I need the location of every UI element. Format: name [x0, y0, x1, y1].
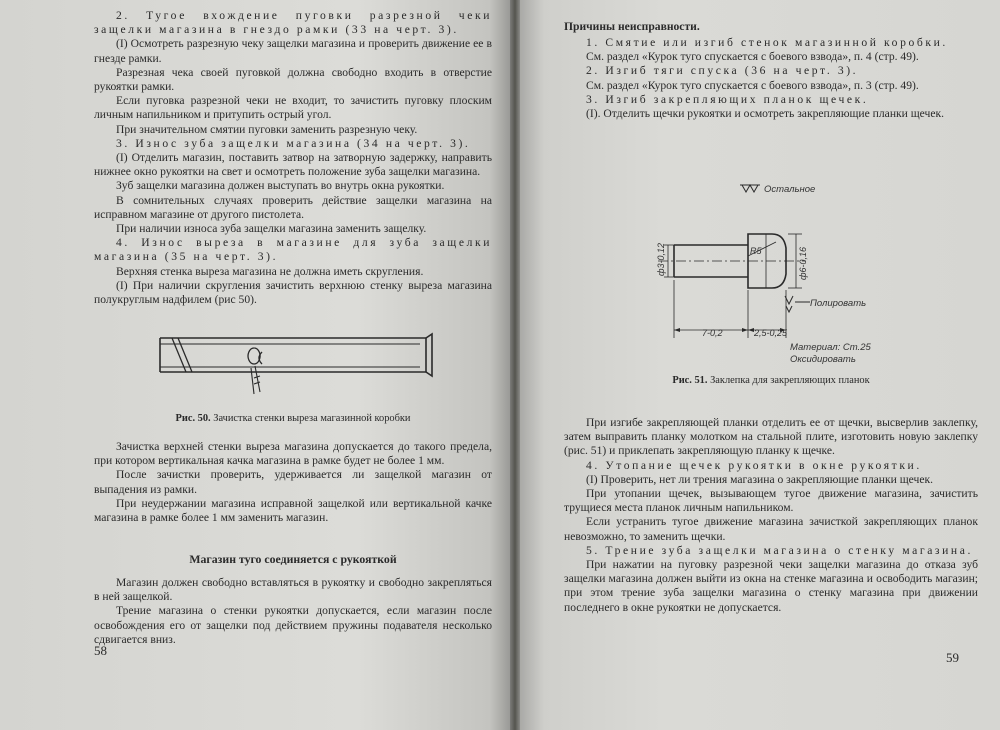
paragraph: При неудержании магазина исправной защелкой или вертикальной качке магазина в рамке более 1 мм заменить магазин.	[94, 496, 492, 525]
paragraph: Если устранить тугое движение магазина зачисткой закрепляющих планок невозможно, то заменить щечки.	[564, 515, 978, 543]
figure-50-caption	[94, 412, 492, 426]
paragraph: 2. Тугое вхождение пуговки разрезной чеки защелки магазина в гнездо рамки (33 на черт. 3).	[94, 9, 492, 37]
dim-head-label: 2,5-0,25	[754, 328, 788, 338]
section-heading: Магазин туго соединяется с рукояткой	[189, 552, 397, 566]
figure-50-caption-label: Рис. 50.	[175, 413, 211, 424]
paragraph: (I) Отделить магазин, поставить затвор на затворную задержку, направить нижнее окно рукоятки на свет и осмотреть положение зуба защелки магазина.	[94, 151, 492, 179]
dia-left-label: ф3-0,12	[656, 242, 666, 276]
paragraph: Верхняя стенка выреза магазина не должна иметь скругления.	[116, 264, 424, 278]
paragraph: После зачистки проверить, удерживается ли защелкой магазин от выпадения из рамки.	[94, 468, 492, 496]
paragraph: 2. Изгиб тяги спуска (36 на черт. 3).	[586, 64, 859, 78]
figure-51-drawing	[630, 178, 930, 368]
paragraph: При нажатии на пуговку разрезной чеки защелки магазина до отказа зуб защелки магазина должен выйти из окна на стенке магазина и освободить магазин; при этом трение зуба защелки магазина о стенку магазина при движении последнего в окне рукоятки не допускается.	[564, 558, 978, 614]
paragraph: (I) Проверить, нет ли трения магазина о закрепляющие планки щечек.	[586, 472, 934, 486]
paragraph: Разрезная чека своей пуговкой должна свободно входить в отверстие рукоятки рамки.	[94, 65, 492, 94]
dia-right-label: ф6-0,16	[798, 246, 808, 280]
paragraph: Зачистка верхней стенки выреза магазина допускается до такого предела, при котором вертикальная качка магазина в рамке будет не более 1 мм.	[94, 440, 492, 468]
material-label: Материал: Ст.25	[790, 342, 871, 353]
paragraph: Зуб защелки магазина должен выступать во внутрь окна рукоятки.	[116, 179, 445, 193]
paragraph: При наличии износа зуба защелки магазина заменить защелку.	[116, 222, 427, 236]
paragraph: 3. Износ зуба защелки магазина (34 на черт. 3).	[116, 136, 471, 150]
paragraph: При изгибе закрепляющей планки отделить ее от щечки, высверлив заклепку, затем выправить планку молотком на стальной плите, изготовить новую заклепку (рис. 51) и приклепать закрепляющую планку к щечке.	[564, 416, 978, 458]
paragraph: Трение магазина о стенки рукоятки допускается, если магазин после освобождения его от защелки под действием пружины подавателя несколько сдвигается вниз.	[94, 604, 492, 646]
section-heading-wrap	[94, 552, 492, 566]
paragraph: 3. Изгиб закрепляющих планок щечек.	[586, 92, 869, 106]
figure-50-caption-text: Зачистка стенки выреза магазинной коробки	[213, 413, 411, 424]
paragraph: См. раздел «Курок туго спускается с боевого взвода», п. 3 (стр. 49).	[586, 78, 919, 92]
paragraph: (I) При наличии скругления зачистить верхнюю стенку выреза магазина полукруглым надфилем (рис 50).	[94, 278, 492, 307]
paragraph: См. раздел «Курок туго спускается с боевого взвода», п. 4 (стр. 49).	[586, 50, 919, 64]
paragraph: (I). Отделить щечки рукоятки и осмотреть закрепляющие планки щечек.	[586, 107, 945, 121]
polish-label: Полировать	[810, 298, 867, 309]
paragraph: В сомнительных случаях проверить действие защелки магазина на исправном магазине от другого пистолета.	[94, 193, 492, 221]
figure-51-caption-label: Рис. 51.	[672, 375, 708, 386]
oxidize-label: Оксидировать	[790, 354, 856, 365]
left-bottom-text	[94, 576, 492, 647]
paragraph: 4. Износ выреза в магазине для зуба защелки магазина (35 на черт. 3).	[94, 236, 492, 264]
left-mid-text	[94, 440, 492, 525]
paragraph: (I) Осмотреть разрезную чеку защелки магазина и проверить движение ее в гнезде рамки.	[94, 37, 492, 65]
right-heading: Причины неисправности.	[564, 20, 700, 33]
paragraph: При утопании щечек, вызывающем тугое движение магазина, зачистить трущиеся места планок личным напильником.	[564, 487, 978, 515]
right-bottom-text	[564, 416, 978, 615]
paragraph: 5. Трение зуба защелки магазина о стенку магазина.	[586, 543, 973, 557]
radius-label: R5	[750, 246, 762, 256]
figure-51-caption-text: Заклепка для закрепляющих планок	[710, 375, 870, 386]
figure-50-drawing	[150, 322, 440, 400]
finish-mark-label: Остальное	[764, 184, 816, 195]
paragraph: Магазин должен свободно вставляться в рукоятку и свободно закрепляться в ней защелкой.	[94, 576, 492, 604]
paragraph: 4. Утопание щечек рукоятки в окне рукоятки.	[586, 458, 922, 472]
right-heading-wrap	[564, 20, 978, 34]
dim-length-label: 7-0,2	[702, 328, 723, 338]
page-number-left: 58	[94, 643, 107, 658]
page-number-right: 59	[946, 650, 959, 665]
figure-51-caption	[564, 374, 978, 388]
right-page	[520, 0, 1000, 730]
book-gutter	[510, 0, 520, 730]
left-top-text	[94, 9, 492, 307]
right-top-text	[564, 36, 978, 121]
paragraph: Если пуговка разрезной чеки не входит, то зачистить пуговку плоским личным напильником и притупить острый угол.	[94, 94, 492, 122]
paragraph: 1. Смятие или изгиб стенок магазинной коробки.	[586, 36, 948, 49]
paragraph: При значительном смятии пуговки заменить разрезную чеку.	[116, 122, 418, 136]
